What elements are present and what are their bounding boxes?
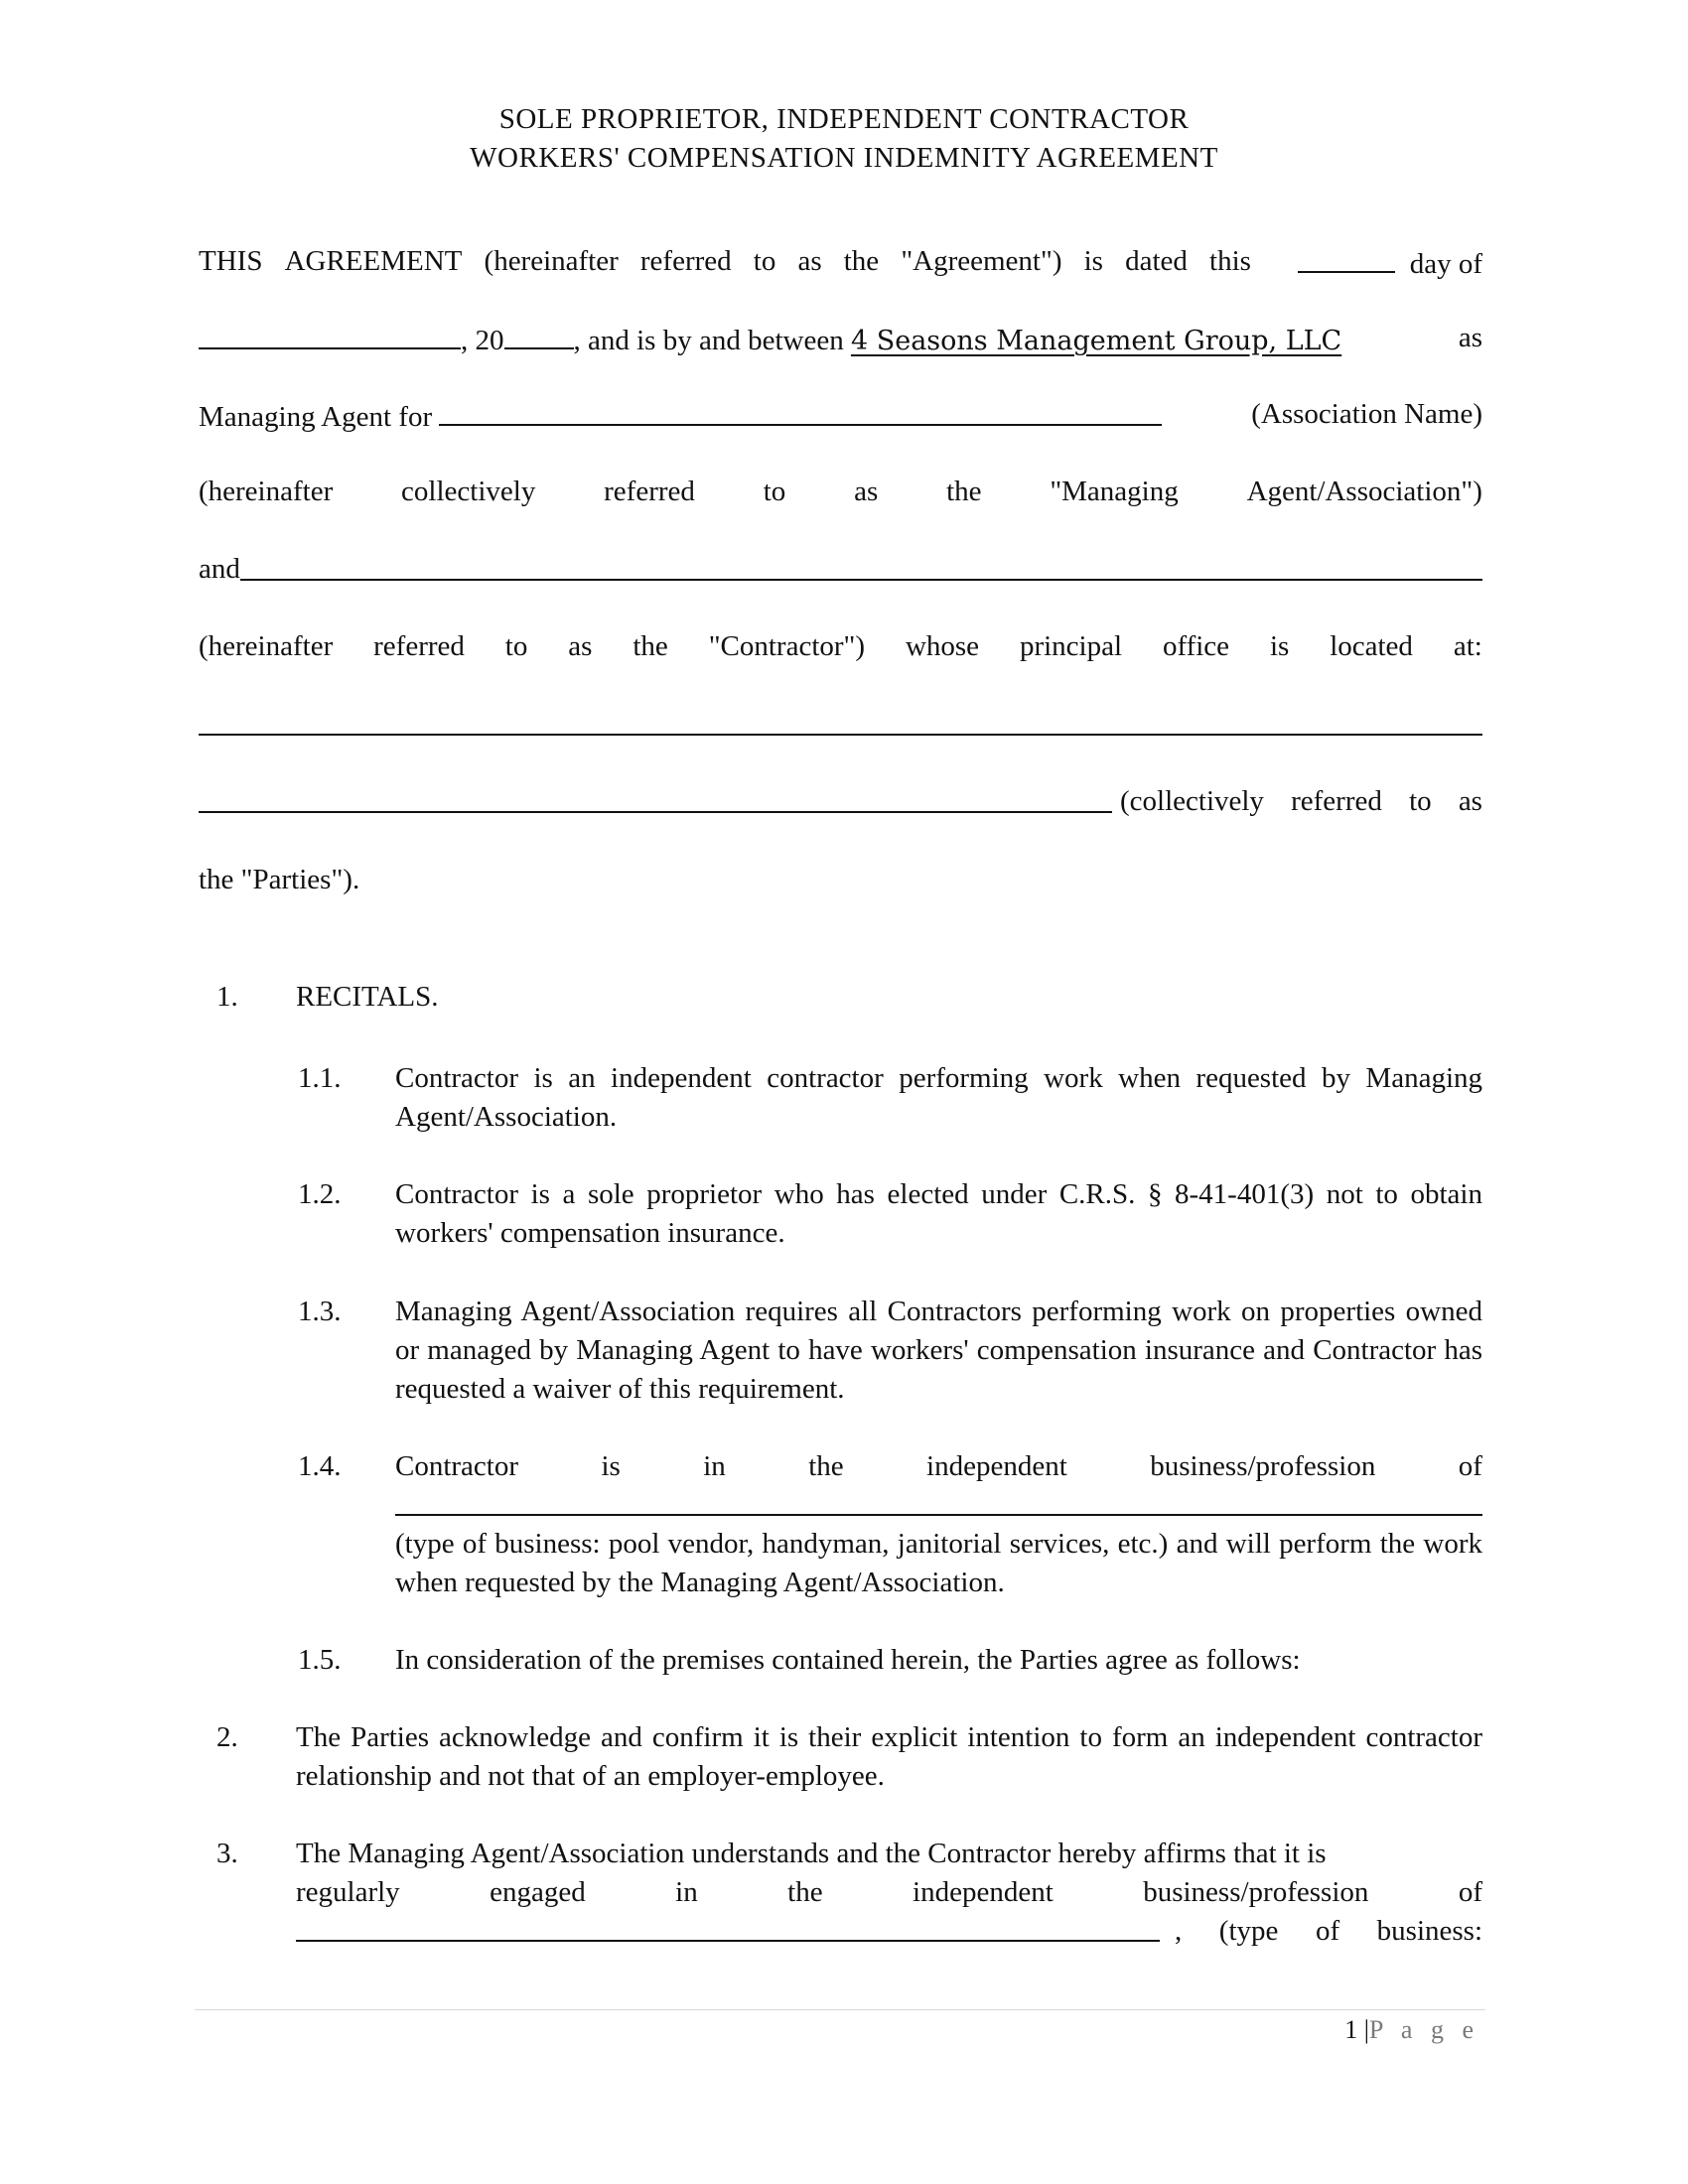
section-3-type-of-business: [1175, 1912, 1482, 1951]
recital-1-5-number: 1.5.: [298, 1644, 342, 1676]
word: referred: [639, 245, 732, 277]
word: the: [633, 630, 668, 662]
intro-line-5: [199, 551, 1482, 587]
intro-line-7: [199, 706, 1482, 736]
word: (hereinafter: [199, 476, 334, 507]
word: AGREEMENT: [284, 245, 463, 277]
word: in: [675, 1876, 698, 1908]
section-3-line-1: The Managing Agent/Association understands and the Contractor hereby affirms that it is: [296, 1838, 1327, 1869]
page-number: 1: [1344, 2015, 1358, 2044]
intro-line-6: [199, 628, 1482, 664]
and-label: and: [199, 553, 240, 585]
address-blank-2[interactable]: [199, 783, 1112, 813]
word: the: [843, 245, 880, 277]
word: "Managing: [1050, 476, 1179, 507]
business-type-blank-1[interactable]: [395, 1486, 1482, 1516]
word: THIS: [199, 245, 263, 277]
word: whose: [905, 630, 980, 662]
association-name-blank[interactable]: [439, 396, 1162, 426]
recital-1-1-text: Contractor is an independent contractor performing work when requested by Managing Agent/Association.: [395, 1062, 1482, 1133]
word: business/profession: [1150, 1450, 1376, 1482]
word: independent: [913, 1876, 1054, 1908]
company-name: 4 Seasons Management Group, LLC: [850, 326, 1342, 356]
section-3-number: 3.: [216, 1838, 238, 1869]
section-3-line-3: [296, 1912, 1482, 1951]
recital-1-4-words: [395, 1447, 1482, 1486]
word: of: [1315, 1915, 1340, 1947]
intro-line-3: [199, 396, 1482, 435]
word: to: [763, 476, 786, 507]
footer-divider: [195, 2009, 1485, 2010]
intro-line-1-end: day of: [1298, 243, 1482, 282]
word: Contractor: [395, 1450, 519, 1482]
word: as: [568, 630, 593, 662]
word: located: [1330, 630, 1413, 662]
intro-line-2-left: , 20 , and is by and between 4 Seasons Management Group, LLC: [199, 320, 1341, 359]
intro-line-2-end: as: [1458, 322, 1482, 353]
section-2-number: 2.: [216, 1721, 238, 1753]
intro-line-4: [199, 474, 1482, 509]
business-type-blank-2[interactable]: [296, 1912, 1160, 1942]
word: (collectively: [1120, 785, 1264, 817]
word: Agent/Association"): [1246, 476, 1482, 507]
recital-1-2-number: 1.2.: [298, 1178, 342, 1210]
collectively-referred: [1120, 783, 1482, 819]
section-3-words: [296, 1873, 1482, 1912]
word: to: [1409, 785, 1432, 817]
word: referred: [1291, 785, 1382, 817]
year-blank[interactable]: [504, 320, 574, 349]
word: referred: [373, 630, 465, 662]
section-2-text: The Parties acknowledge and confirm it is their explicit intention to form an independent contractor relationship and not that of an employer-employee.: [296, 1721, 1482, 1792]
word: office: [1162, 630, 1230, 662]
contractor-name-blank[interactable]: [240, 551, 1482, 581]
word: "Contractor"): [708, 630, 866, 662]
recital-1-1-number: 1.1.: [298, 1062, 342, 1094]
word: as: [854, 476, 879, 507]
section-1-number: 1.: [216, 981, 238, 1013]
word: engaged: [490, 1876, 586, 1908]
intro-line-1: [199, 243, 1482, 282]
section-3-line-2: [296, 1873, 1482, 1912]
recital-1-4-text: (type of business: pool vendor, handyman, janitorial services, etc.) and will perform the work when requested by the Managing Agent/Association.: [395, 1528, 1482, 1598]
recital-1-5-text: In consideration of the premises contained herein, the Parties agree as follows:: [395, 1644, 1301, 1676]
word: to: [504, 630, 528, 662]
word: independent: [926, 1450, 1067, 1482]
day-blank[interactable]: [1298, 243, 1395, 273]
document-title-line-1: SOLE PROPRIETOR, INDEPENDENT CONTRACTOR: [498, 103, 1190, 135]
word: ,: [1175, 1915, 1183, 1947]
word: the: [946, 476, 982, 507]
word: is: [1269, 630, 1290, 662]
word: dated: [1125, 245, 1188, 277]
recital-1-4-number: 1.4.: [298, 1450, 342, 1482]
word: this: [1209, 245, 1251, 277]
address-blank-1[interactable]: [199, 706, 1482, 736]
association-name-label: (Association Name): [1251, 398, 1482, 430]
word: (hereinafter: [484, 245, 619, 277]
word: the: [808, 1450, 844, 1482]
word: is: [601, 1450, 621, 1482]
word: of: [1458, 1450, 1482, 1482]
word: in: [703, 1450, 726, 1482]
word: "Agreement"): [901, 245, 1062, 277]
word: regularly: [296, 1876, 400, 1908]
word: referred: [604, 476, 695, 507]
word: business:: [1376, 1915, 1482, 1947]
page-separator: |: [1363, 2015, 1369, 2044]
word: the: [787, 1876, 823, 1908]
word: as: [1458, 785, 1482, 817]
recital-1-4-line-2: [395, 1486, 1482, 1516]
intro-line-2: [199, 320, 1482, 359]
intro-line-8: [199, 783, 1482, 819]
word: principal: [1019, 630, 1123, 662]
recital-1-3-text: Managing Agent/Association requires all Contractors performing work on properties owned or managed by Managing Agent to have workers' compensation insurance and Contractor has requested a waiver of this requirement.: [395, 1296, 1482, 1405]
word: (hereinafter: [199, 630, 334, 662]
intro-words-1: [199, 243, 1251, 282]
word: (type: [1218, 1915, 1279, 1947]
word: as: [797, 245, 822, 277]
word: collectively: [401, 476, 536, 507]
intro-line-9: the "Parties").: [199, 864, 360, 895]
recital-1-3-number: 1.3.: [298, 1296, 342, 1327]
word: business/profession: [1143, 1876, 1369, 1908]
intro-line-3-left: Managing Agent for: [199, 396, 1162, 435]
word: to: [753, 245, 776, 277]
recital-1-4-line-1: [395, 1447, 1482, 1486]
recital-1-2-text: Contractor is a sole proprietor who has elected under C.R.S. § 8-41-401(3) not to obtain workers' compensation insurance.: [395, 1178, 1482, 1249]
document-title-line-2: WORKERS' COMPENSATION INDEMNITY AGREEMENT: [470, 142, 1218, 174]
page-label: P a g e: [1368, 2015, 1479, 2044]
page-footer: [1344, 2015, 1479, 2045]
word: of: [1458, 1876, 1482, 1908]
month-blank[interactable]: [199, 320, 461, 349]
word: is: [1083, 245, 1103, 277]
section-1-title: RECITALS.: [296, 981, 439, 1013]
word: at:: [1453, 630, 1482, 662]
